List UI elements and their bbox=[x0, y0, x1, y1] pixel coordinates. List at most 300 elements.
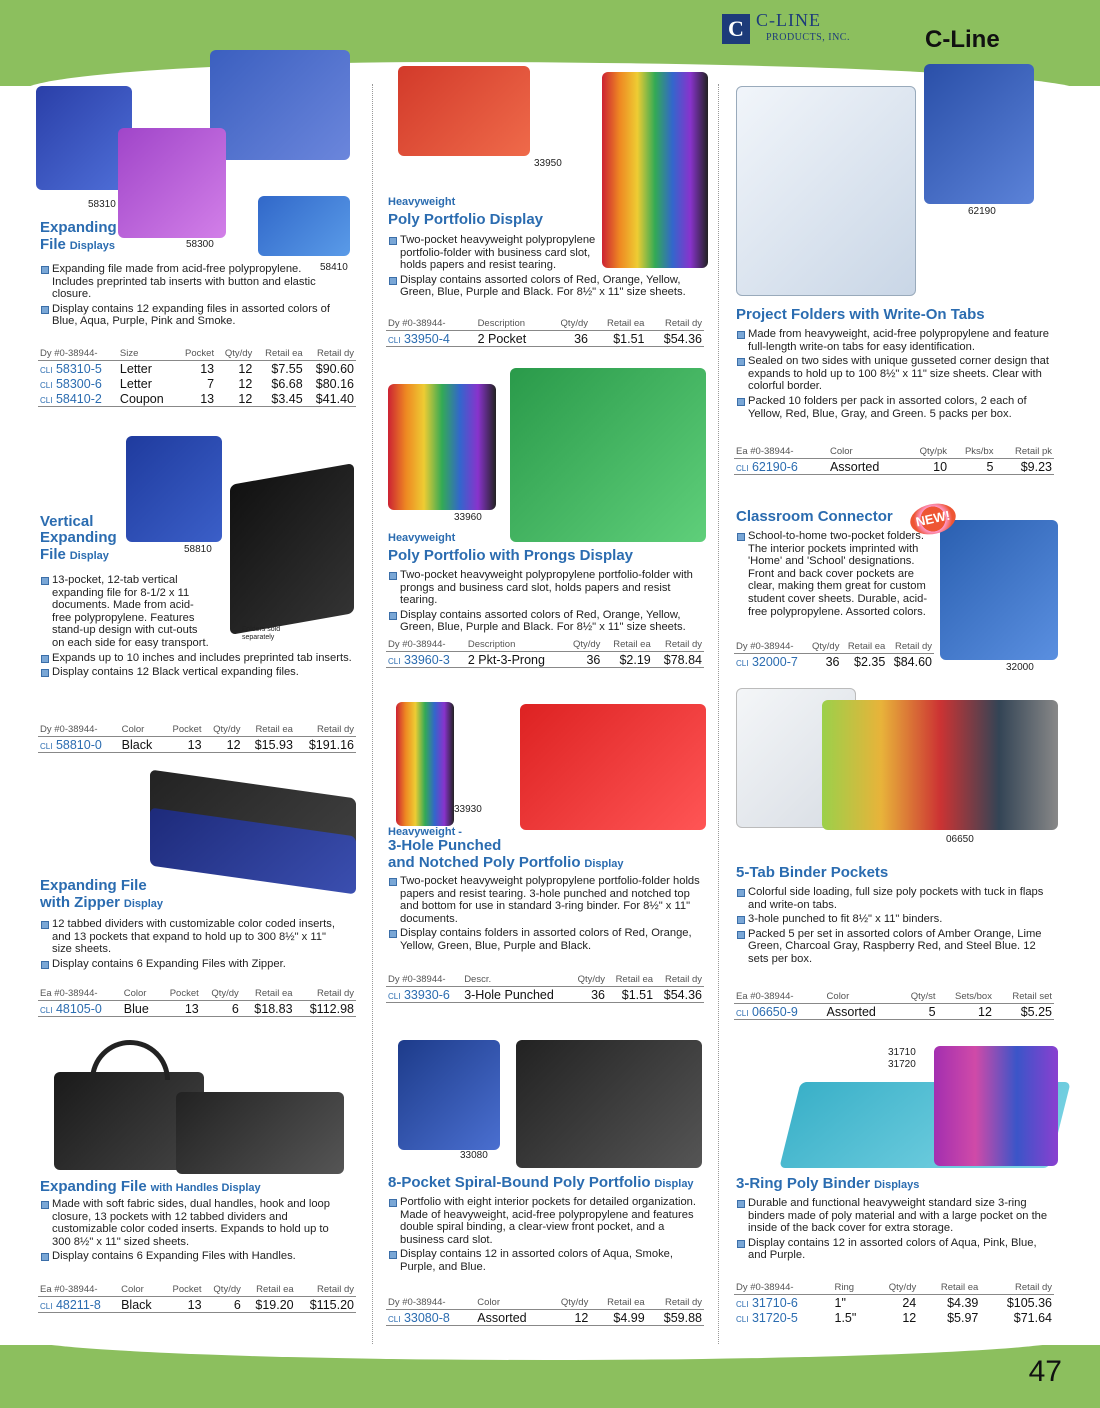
col-header: Color bbox=[122, 988, 159, 1001]
title-line: Vertical bbox=[40, 513, 94, 530]
column-divider bbox=[718, 84, 719, 1344]
table-row bbox=[386, 652, 704, 668]
col-header: Color bbox=[475, 1297, 547, 1310]
cell: 2 Pkt-3-Prong bbox=[466, 652, 564, 668]
col-header: Retail dy bbox=[647, 1297, 704, 1310]
bullet-list bbox=[388, 234, 686, 301]
product-title bbox=[40, 1178, 261, 1196]
sku: 33080-8 bbox=[403, 1311, 450, 1325]
product-image bbox=[516, 1040, 702, 1168]
bullet-list bbox=[40, 918, 340, 972]
col-header: Dy #0-38944- bbox=[38, 724, 120, 737]
title-line: Expanding bbox=[40, 219, 117, 236]
product-image bbox=[388, 384, 496, 510]
col-header: Qty/dy bbox=[204, 1284, 243, 1297]
logo-subtitle: PRODUCTS, INC. bbox=[766, 32, 850, 43]
product-image bbox=[510, 368, 706, 542]
col-header: Qty/dy bbox=[204, 724, 243, 737]
col-header: Dy #0-38944- bbox=[386, 974, 462, 987]
title-line: 3-Hole Punched bbox=[388, 837, 502, 854]
col-header: Retail ea bbox=[841, 641, 887, 654]
col-header: Retail dy bbox=[305, 348, 356, 361]
product-code: 58810 bbox=[184, 544, 212, 555]
sku: 58410-2 bbox=[55, 392, 102, 406]
folders-note: Folders sold separately bbox=[242, 626, 281, 641]
cell: $84.60 bbox=[893, 655, 932, 669]
new-badge: NEW! bbox=[907, 500, 958, 539]
product-image bbox=[396, 702, 454, 826]
sku: 06650-9 bbox=[751, 1005, 798, 1019]
product-image bbox=[924, 64, 1034, 204]
bullet-list bbox=[40, 263, 340, 330]
col-header: Ea #0-38944- bbox=[38, 1284, 119, 1297]
col-header: Retail dy bbox=[295, 724, 356, 737]
bullet-list bbox=[736, 530, 930, 620]
product-image bbox=[822, 700, 1058, 830]
sku: 48211-8 bbox=[55, 1298, 101, 1312]
col-header: Retail ea bbox=[918, 1282, 980, 1295]
title-line: Expanding File bbox=[40, 877, 147, 894]
brand-prefix: CLI bbox=[40, 381, 53, 390]
col-header: Qty/dy bbox=[871, 1282, 918, 1295]
cell: 12 bbox=[548, 1310, 591, 1326]
table-row bbox=[734, 1004, 1054, 1020]
brand-prefix: CLI bbox=[388, 336, 401, 345]
cell: $19.20 bbox=[243, 1297, 296, 1313]
title-line: File bbox=[40, 236, 66, 253]
cell: 5 bbox=[949, 459, 995, 475]
cell: 12 bbox=[238, 377, 253, 391]
col-header: Size bbox=[118, 348, 176, 361]
product-title bbox=[388, 838, 624, 872]
price-table bbox=[386, 639, 704, 668]
product-code: 32000 bbox=[1006, 662, 1034, 673]
product-image bbox=[520, 704, 706, 830]
logo-name: C-LINE bbox=[756, 10, 821, 30]
cell: 6 bbox=[204, 1297, 243, 1313]
title-line: 5-Tab Binder Pockets bbox=[736, 864, 889, 881]
product-code: 31720 bbox=[888, 1059, 916, 1070]
price-table bbox=[38, 988, 356, 1017]
col-header: Color bbox=[119, 1284, 162, 1297]
brand-prefix: CLI bbox=[40, 366, 53, 375]
title-line: Expanding bbox=[40, 529, 117, 546]
col-header: Qty/st bbox=[898, 991, 938, 1004]
table-row bbox=[38, 1297, 356, 1313]
col-header: Qty/dy bbox=[201, 988, 241, 1001]
title-line: Classroom Connector bbox=[736, 508, 893, 525]
price-table bbox=[38, 348, 356, 407]
bullet-item: Durable and functional heavyweight standard size 3-ring binders made of poly material and with a large pocket on the inside of the back cover for extra storage. bbox=[736, 1197, 1056, 1235]
logo-mark: C bbox=[722, 14, 750, 44]
col-header: Ea #0-38944- bbox=[734, 446, 828, 459]
col-header: Dy #0-38944- bbox=[734, 1282, 833, 1295]
bullet-item: Display contains 12 expanding files in assorted colors of Blue, Aqua, Purple, Pink and Smoke. bbox=[40, 303, 340, 328]
bullet-list bbox=[388, 875, 708, 955]
col-header: Pocket bbox=[163, 724, 204, 737]
col-header: Retail dy bbox=[887, 641, 934, 654]
col-header: Retail ea bbox=[254, 348, 304, 361]
sku: 58810-0 bbox=[55, 738, 102, 752]
table-row bbox=[386, 331, 704, 347]
bullet-list bbox=[736, 1197, 1056, 1264]
cell: $54.36 bbox=[646, 331, 704, 347]
col-header: Descr. bbox=[462, 974, 570, 987]
bullet-item: Display contains assorted colors of Red, Orange, Yellow, Green, Blue, Purple and Black. For 8½" x 11" size sheets. bbox=[388, 609, 708, 634]
cell: 10 bbox=[904, 459, 949, 475]
cell: 13 bbox=[176, 391, 216, 407]
sku: 58300-6 bbox=[55, 377, 102, 391]
product-image bbox=[258, 196, 350, 256]
title-line: with Zipper bbox=[40, 894, 120, 911]
title-prefix: Heavyweight - bbox=[388, 826, 462, 838]
col-header: Sets/box bbox=[938, 991, 994, 1004]
table-row bbox=[38, 737, 356, 753]
bullet-item: Display contains 6 Expanding Files with Zipper. bbox=[40, 958, 340, 971]
col-header: Retail ea bbox=[607, 974, 655, 987]
cell: $9.23 bbox=[995, 459, 1054, 475]
product-code: 33950 bbox=[534, 158, 562, 169]
col-header: Retail ea bbox=[243, 1284, 296, 1297]
sku: 31710-6 bbox=[751, 1296, 798, 1310]
col-header: Retail dy bbox=[646, 318, 704, 331]
col-header: Dy #0-38944- bbox=[734, 641, 807, 654]
bullet-item: Display contains 12 Black vertical expanding files. bbox=[40, 666, 360, 679]
product-code: 62190 bbox=[968, 206, 996, 217]
col-header: Retail dy bbox=[653, 639, 704, 652]
product-image bbox=[940, 520, 1058, 660]
cell: Blue bbox=[122, 1001, 159, 1017]
table-row bbox=[734, 654, 934, 670]
product-image bbox=[398, 66, 530, 156]
col-header: Retail ea bbox=[602, 639, 652, 652]
product-code: 58310 bbox=[88, 199, 116, 210]
cell: 13 bbox=[163, 737, 204, 753]
brand-prefix: CLI bbox=[736, 464, 749, 473]
title-suffix: Display bbox=[584, 858, 624, 870]
bullet-item: Expanding file made from acid-free polypropylene. Includes preprinted tab inserts with button and elastic closure. bbox=[40, 263, 340, 301]
price-table bbox=[386, 318, 704, 347]
bullet-item: Display contains 6 Expanding Files with Handles. bbox=[40, 1250, 350, 1263]
brand-prefix: CLI bbox=[388, 657, 401, 666]
sku: 58310-5 bbox=[55, 362, 102, 376]
product-code: 58300 bbox=[186, 239, 214, 250]
col-header: Dy #0-38944- bbox=[386, 639, 466, 652]
column-divider bbox=[372, 84, 373, 1344]
price-table bbox=[734, 991, 1054, 1020]
title-suffix: Display bbox=[69, 550, 109, 562]
cell: Assorted bbox=[825, 1004, 898, 1020]
col-header: Retail set bbox=[994, 991, 1054, 1004]
bullet-item: Packed 10 folders per pack in assorted colors, 2 each of Yellow, Red, Blue, Gray, and Green. 5 packs per box. bbox=[736, 395, 1056, 420]
title-suffix: Display bbox=[123, 898, 164, 910]
col-header: Retail dy bbox=[295, 988, 356, 1001]
product-code: 06650 bbox=[946, 834, 974, 845]
bullet-item: 3-hole punched to fit 8½" x 11" binders. bbox=[736, 913, 1056, 926]
product-image bbox=[602, 72, 708, 268]
cell: Letter bbox=[119, 362, 152, 376]
cell: $191.16 bbox=[295, 737, 356, 753]
table-row bbox=[38, 361, 356, 377]
product-title bbox=[736, 306, 985, 323]
title-suffix: Displays bbox=[69, 240, 115, 252]
cell: $18.83 bbox=[241, 1001, 295, 1017]
product-code: 31710 bbox=[888, 1047, 916, 1058]
cell: $4.99 bbox=[590, 1310, 646, 1326]
cell: 36 bbox=[547, 331, 590, 347]
brand-prefix: CLI bbox=[736, 1009, 749, 1018]
title-suffix: Displays bbox=[874, 1179, 920, 1191]
cell: 6 bbox=[201, 1001, 241, 1017]
cell: Assorted bbox=[828, 459, 904, 475]
bullet-item: Display contains 12 in assorted colors of Aqua, Pink, Blue, and Purple. bbox=[736, 1237, 1056, 1262]
col-header: Color bbox=[828, 446, 904, 459]
title-line: Poly Portfolio with Prongs Display bbox=[388, 547, 634, 564]
c-line-logo bbox=[722, 10, 902, 52]
cell: 1" bbox=[834, 1296, 846, 1310]
brand-prefix: CLI bbox=[736, 659, 749, 668]
cell: $90.60 bbox=[315, 362, 354, 376]
cell: 1.5" bbox=[834, 1311, 857, 1325]
title-line: 3-Ring Poly Binder bbox=[736, 1175, 871, 1192]
cell: $7.55 bbox=[271, 362, 303, 376]
price-table bbox=[38, 724, 356, 753]
cell: $2.19 bbox=[602, 652, 652, 668]
product-code: 33960 bbox=[454, 512, 482, 523]
sku: 33950-4 bbox=[403, 332, 450, 346]
title-prefix: Heavyweight bbox=[388, 196, 456, 208]
col-header: Ring bbox=[833, 1282, 872, 1295]
title-suffix: Display bbox=[654, 1178, 694, 1190]
product-title bbox=[388, 1174, 694, 1192]
bullet-item: Sealed on two sides with unique gusseted corner design that expands to hold up to 100 8½" x 11" size sheets. Clear with colorful border. bbox=[736, 355, 1056, 393]
title-line: 8-Pocket Spiral-Bound Poly Portfolio bbox=[388, 1174, 651, 1191]
cell: 36 bbox=[825, 655, 840, 669]
table-row bbox=[38, 376, 356, 391]
cell: 36 bbox=[571, 987, 607, 1003]
col-header: Retail dy bbox=[655, 974, 704, 987]
col-header: Color bbox=[825, 991, 898, 1004]
product-code: 33080 bbox=[460, 1150, 488, 1161]
brand-prefix: CLI bbox=[40, 1006, 53, 1015]
col-header: Qty/dy bbox=[548, 1297, 591, 1310]
col-header: Ea #0-38944- bbox=[734, 991, 825, 1004]
product-image bbox=[126, 436, 222, 542]
col-header: Pks/bx bbox=[949, 446, 995, 459]
table-row bbox=[38, 1001, 356, 1017]
product-code: 33930 bbox=[454, 804, 482, 815]
product-image bbox=[118, 128, 226, 238]
product-title bbox=[40, 220, 117, 254]
table-row bbox=[734, 1310, 1054, 1325]
cell: 12 bbox=[204, 737, 243, 753]
col-header: Retail ea bbox=[243, 724, 295, 737]
brand-prefix: CLI bbox=[736, 1315, 749, 1324]
product-image bbox=[398, 1040, 500, 1150]
sku: 33930-6 bbox=[403, 988, 450, 1002]
bullet-list bbox=[40, 1198, 350, 1265]
bullet-item: 13-pocket, 12-tab vertical expanding file for 8-1/2 x 11 documents. Made from acid-free polypropylene. Features stand-up design with cut-outs on each side for easy transport. bbox=[40, 574, 210, 650]
col-header: Description bbox=[476, 318, 548, 331]
cell: $3.45 bbox=[254, 391, 304, 407]
col-header: Dy #0-38944- bbox=[386, 318, 476, 331]
cell: $2.35 bbox=[854, 655, 886, 669]
cell: $6.68 bbox=[271, 377, 303, 391]
title-line: Expanding File bbox=[40, 1178, 147, 1195]
bullet-item: Display contains assorted colors of Red, Orange, Yellow, Green, Blue, Purple and Black. For 8½" x 11" size sheets. bbox=[388, 274, 702, 299]
product-image bbox=[210, 50, 350, 160]
product-title bbox=[40, 878, 163, 912]
bullet-item: Two-pocket heavyweight polypropylene portfolio-folder holds papers and resist tearing. 3-hole punched and notched top and bottom for use in standard 3-ring binder. For 8½" x 11" documents. bbox=[388, 875, 708, 925]
bullet-item: Expands up to 10 inches and includes preprinted tab inserts. bbox=[40, 652, 360, 665]
col-header: Qty/dy bbox=[216, 348, 254, 361]
product-image bbox=[934, 1046, 1058, 1166]
cell: 13 bbox=[159, 1001, 201, 1017]
price-table bbox=[734, 641, 934, 669]
product-title bbox=[736, 1175, 919, 1193]
table-row bbox=[38, 391, 356, 407]
cell: $59.88 bbox=[647, 1310, 704, 1326]
table-row bbox=[734, 1295, 1054, 1311]
product-code: 58410 bbox=[320, 262, 348, 273]
col-header: Dy #0-38944- bbox=[386, 1297, 475, 1310]
cell: $15.93 bbox=[243, 737, 295, 753]
bullet-item: Colorful side loading, full size poly pockets with tuck in flaps and write-on tabs. bbox=[736, 886, 1056, 911]
title-line: and Notched Poly Portfolio bbox=[388, 854, 581, 871]
col-header: Pocket bbox=[176, 348, 216, 361]
col-header: Retail ea bbox=[590, 1297, 646, 1310]
col-header: Pocket bbox=[159, 988, 201, 1001]
cell: Coupon bbox=[118, 391, 176, 407]
col-header: Ea #0-38944- bbox=[38, 988, 122, 1001]
title-line: Project Folders with Write-On Tabs bbox=[736, 306, 985, 323]
brand-prefix: CLI bbox=[40, 1302, 53, 1311]
product-title bbox=[388, 211, 543, 228]
table-row bbox=[734, 459, 1054, 475]
col-header: Qty/dy bbox=[564, 639, 602, 652]
cell: Letter bbox=[119, 377, 152, 391]
brand-prefix: CLI bbox=[40, 742, 53, 751]
bullet-item: Made with soft fabric sides, dual handles, hook and loop closure, 13 pockets with 12 tabbed dividers and customizable color coded inserts. Expands to hold up to 300 8½" x 11" sized sheets. bbox=[40, 1198, 350, 1248]
table-row bbox=[386, 987, 704, 1003]
title-line: Poly Portfolio Display bbox=[388, 211, 544, 228]
cell: 2 Pocket bbox=[476, 331, 548, 347]
price-table bbox=[734, 446, 1054, 475]
cell: $5.25 bbox=[994, 1004, 1054, 1020]
bullet-item: School-to-home two-pocket folders. The interior pockets imprinted with 'Home' and 'School' designations. Front and back cover pockets are clear, making them great for custom student cover sheets. Durable, acid-free polypropylene. Assorted colors. bbox=[736, 530, 930, 618]
cell: $112.98 bbox=[295, 1001, 356, 1017]
sku: 33960-3 bbox=[403, 653, 450, 667]
title-suffix: with Handles Display bbox=[150, 1182, 261, 1194]
col-header: Pocket bbox=[162, 1284, 203, 1297]
cell: $71.64 bbox=[1013, 1311, 1052, 1325]
product-title bbox=[736, 508, 893, 525]
col-header: Qty/pk bbox=[904, 446, 949, 459]
bullet-item: Made from heavyweight, acid-free polypropylene and feature full-length write-on tabs for easy identification. bbox=[736, 328, 1056, 353]
cell: 13 bbox=[200, 362, 215, 376]
brand-prefix: CLI bbox=[736, 1300, 749, 1309]
cell: 13 bbox=[162, 1297, 203, 1313]
bullet-list bbox=[736, 886, 1056, 968]
brand-prefix: CLI bbox=[40, 396, 53, 405]
bullet-item: 12 tabbed dividers with customizable color coded inserts, and 13 pockets that expand to hold up to 300 8½" x 11" size sheets. bbox=[40, 918, 340, 956]
bullet-list bbox=[388, 1196, 700, 1276]
sku: 32000-7 bbox=[751, 655, 798, 669]
col-header: Retail ea bbox=[241, 988, 295, 1001]
product-title bbox=[388, 547, 633, 564]
col-header: Retail dy bbox=[980, 1282, 1054, 1295]
col-header: Retail pk bbox=[995, 446, 1054, 459]
cell: $41.40 bbox=[305, 391, 356, 407]
product-image bbox=[176, 1092, 344, 1174]
cell: 12 bbox=[238, 362, 253, 376]
price-table bbox=[734, 1282, 1054, 1325]
bullet-item: Portfolio with eight interior pockets for detailed organization. Made of heavyweight, acid-free polypropylene and features double spiral binding, a clear-view front pocket, and a business card slot. bbox=[388, 1196, 700, 1246]
cell: 24 bbox=[902, 1296, 917, 1310]
cell: 12 bbox=[938, 1004, 994, 1020]
cell: 12 bbox=[216, 391, 254, 407]
price-table bbox=[38, 1284, 356, 1313]
cell: Black bbox=[120, 737, 163, 753]
cell: 5 bbox=[898, 1004, 938, 1020]
col-header: Description bbox=[466, 639, 564, 652]
product-title bbox=[736, 864, 888, 881]
cell: Black bbox=[119, 1297, 162, 1313]
price-table bbox=[386, 1297, 704, 1326]
cell: $105.36 bbox=[1006, 1296, 1052, 1310]
cell: 36 bbox=[564, 652, 602, 668]
cell: $78.84 bbox=[653, 652, 704, 668]
cell: $80.16 bbox=[315, 377, 354, 391]
title-line: File bbox=[40, 546, 66, 563]
product-title bbox=[40, 514, 117, 564]
bullet-list bbox=[736, 328, 1056, 422]
col-header: Qty/dy bbox=[571, 974, 607, 987]
col-header: Retail dy bbox=[296, 1284, 356, 1297]
bullet-item: Two-pocket heavyweight polypropylene portfolio-folder with business card slot, holds papers and resist tearing. bbox=[388, 234, 608, 272]
brand-prefix: CLI bbox=[388, 992, 401, 1001]
col-header: Qty/dy bbox=[547, 318, 590, 331]
bullet-list bbox=[40, 574, 360, 681]
col-header: Retail ea bbox=[590, 318, 646, 331]
table-row bbox=[386, 1310, 704, 1326]
brand-prefix: CLI bbox=[388, 1315, 401, 1324]
cell: $115.20 bbox=[296, 1297, 356, 1313]
sku: 31720-5 bbox=[751, 1311, 798, 1325]
bullet-item: Display contains folders in assorted colors of Red, Orange, Yellow, Green, Blue, Purple and Black. bbox=[388, 927, 708, 952]
cell: Assorted bbox=[475, 1310, 547, 1326]
col-header: Color bbox=[120, 724, 163, 737]
col-header: Dy #0-38944- bbox=[38, 348, 118, 361]
cell: $4.39 bbox=[947, 1296, 979, 1310]
brand-heading: C-Line bbox=[925, 26, 1000, 53]
sku: 62190-6 bbox=[751, 460, 798, 474]
bullet-item: Packed 5 per set in assorted colors of Amber Orange, Lime Green, Charcoal Gray, Raspberry Red, and Steel Blue. 12 sets per box. bbox=[736, 928, 1056, 966]
cell: $54.36 bbox=[655, 987, 704, 1003]
product-image bbox=[90, 1040, 170, 1080]
bullet-list bbox=[388, 569, 708, 636]
sku: 48105-0 bbox=[55, 1002, 102, 1016]
cell: $1.51 bbox=[607, 987, 655, 1003]
price-table bbox=[386, 974, 704, 1003]
cell: 12 bbox=[902, 1311, 917, 1325]
cell: 3-Hole Punched bbox=[462, 987, 570, 1003]
title-prefix: Heavyweight bbox=[388, 532, 456, 544]
product-image bbox=[736, 86, 916, 296]
page-number: 47 bbox=[1028, 1355, 1062, 1388]
col-header: Qty/dy bbox=[807, 641, 842, 654]
cell: 7 bbox=[207, 377, 215, 391]
